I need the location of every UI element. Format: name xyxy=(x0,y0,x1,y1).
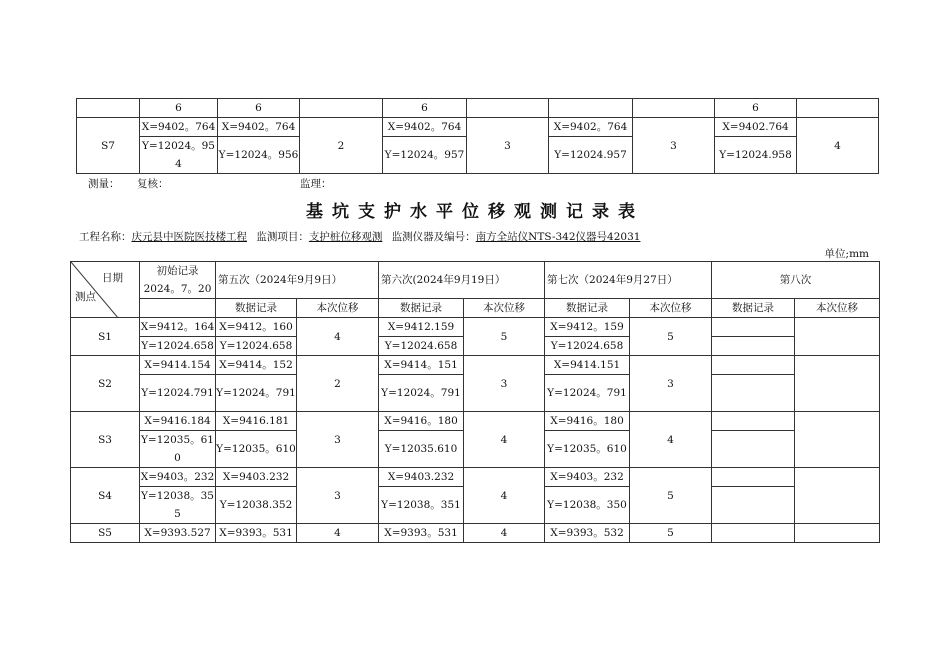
data-cell: Y=12035。610 xyxy=(216,431,297,468)
displacement-cell: 4 xyxy=(297,524,379,543)
data-cell: Y=12038。355 xyxy=(140,487,216,524)
measure-label: 测量： xyxy=(88,178,120,190)
displacement-cell: 5 xyxy=(464,318,545,356)
data-cell xyxy=(712,375,795,412)
data-cell: X=9403。232 xyxy=(545,468,630,487)
displacement-cell: 4 xyxy=(797,118,879,174)
data-cell xyxy=(712,468,795,487)
data-cell: Y=12038。350 xyxy=(545,487,630,524)
data-cell: X=9416.184 xyxy=(140,412,216,431)
initial-date: 2024。7。20 xyxy=(143,283,212,295)
project-info xyxy=(79,229,640,244)
displacement-cell: 4 xyxy=(630,412,712,468)
instrument-label: 监测仪器及编号： xyxy=(391,231,476,243)
data-cell: X=9402.764 xyxy=(715,118,797,137)
displacement-cell xyxy=(795,318,880,356)
data-cell: Y=12035。610 xyxy=(545,431,630,468)
data-cell: Y=12024.658 xyxy=(545,337,630,356)
data-record-header: 数据记录 xyxy=(379,299,464,318)
data-cell: Y=12024。791 xyxy=(216,375,297,412)
data-cell: X=9416。180 xyxy=(379,412,464,431)
period7-header: 第七次（2024年9月27日） xyxy=(545,262,712,299)
data-cell xyxy=(467,99,549,118)
data-cell: X=9393。532 xyxy=(545,524,630,543)
data-cell: X=9402。764 xyxy=(140,118,218,137)
document-title: 基坑支护水平位移观测记录表 xyxy=(306,202,644,222)
displacement-cell xyxy=(795,468,880,524)
data-cell: X=9403.232 xyxy=(216,468,297,487)
header-row xyxy=(71,262,880,299)
data-cell: X=9403.232 xyxy=(379,468,464,487)
point-cell: S3 xyxy=(71,412,140,468)
data-cell: Y=12024.958 xyxy=(715,137,797,174)
period8-header: 第八次 xyxy=(712,262,880,299)
displacement-cell: 5 xyxy=(630,318,712,356)
displacement-cell: 4 xyxy=(297,318,379,356)
data-cell: 6 xyxy=(383,99,467,118)
data-cell xyxy=(712,337,795,356)
data-cell: Y=12024.658 xyxy=(216,337,297,356)
displacement-cell: 3 xyxy=(297,468,379,524)
displacement-cell xyxy=(795,356,880,412)
data-cell: X=9416.181 xyxy=(216,412,297,431)
continuation-table xyxy=(76,98,879,174)
displacement-header: 本次位移 xyxy=(630,299,712,318)
displacement-cell: 2 xyxy=(297,356,379,412)
displacement-header: 本次位移 xyxy=(464,299,545,318)
data-cell: X=9414。152 xyxy=(216,356,297,375)
data-record-header: 数据记录 xyxy=(712,299,795,318)
displacement-cell: 3 xyxy=(297,412,379,468)
data-cell: Y=12035。610 xyxy=(140,431,216,468)
data-cell: Y=12024.957 xyxy=(549,137,633,174)
unit-label: 单位;mm xyxy=(824,248,869,260)
data-cell: X=9416。180 xyxy=(545,412,630,431)
table-row xyxy=(71,356,880,375)
data-cell: X=9414.151 xyxy=(545,356,630,375)
data-cell: Y=12024。956 xyxy=(218,137,300,174)
data-cell: X=9393。531 xyxy=(379,524,464,543)
data-cell xyxy=(712,431,795,468)
displacement-cell xyxy=(795,524,880,543)
project-name-label: 工程名称： xyxy=(79,231,132,243)
data-cell: Y=12024.658 xyxy=(379,337,464,356)
data-cell: X=9402。764 xyxy=(383,118,467,137)
data-cell: X=9414.154 xyxy=(140,356,216,375)
data-cell: Y=12024.658 xyxy=(140,337,216,356)
data-cell: X=9412。164 xyxy=(140,318,216,337)
period6-header: 第六次(2024年9月19日） xyxy=(379,262,545,299)
review-label: 复核： xyxy=(137,178,169,190)
data-cell xyxy=(797,99,879,118)
displacement-cell: 4 xyxy=(464,524,545,543)
displacement-cell: 3 xyxy=(630,356,712,412)
data-cell xyxy=(77,99,140,118)
data-cell: X=9412。159 xyxy=(545,318,630,337)
displacement-header: 本次位移 xyxy=(297,299,379,318)
point-label: 测点 xyxy=(75,291,96,303)
data-cell xyxy=(549,99,633,118)
diagonal-header-cell xyxy=(71,262,140,318)
data-cell: 6 xyxy=(140,99,218,118)
table-row xyxy=(71,318,880,337)
instrument-value: 南方全站仪NTS-342仪器号42031 xyxy=(475,231,641,243)
record-table xyxy=(70,261,880,543)
point-cell: S2 xyxy=(71,356,140,412)
table-row xyxy=(71,468,880,487)
data-cell xyxy=(633,99,715,118)
data-cell: X=9402。764 xyxy=(549,118,633,137)
data-cell: Y=12038.352 xyxy=(216,487,297,524)
displacement-cell: 3 xyxy=(464,356,545,412)
monitor-item-value: 支护桩位移观测 xyxy=(308,231,383,243)
empty-subheader xyxy=(140,299,216,318)
data-cell: Y=12024。957 xyxy=(383,137,467,174)
monitor-item-label: 监测项目： xyxy=(256,231,309,243)
data-cell xyxy=(712,318,795,337)
subheader-row xyxy=(71,299,880,318)
data-cell: X=9402。764 xyxy=(218,118,300,137)
table-row xyxy=(77,99,879,118)
data-cell: X=9414。151 xyxy=(379,356,464,375)
displacement-cell: 3 xyxy=(467,118,549,174)
displacement-cell: 5 xyxy=(630,524,712,543)
data-cell: X=9393。531 xyxy=(216,524,297,543)
supervise-label: 监理： xyxy=(300,178,332,190)
displacement-cell: 3 xyxy=(633,118,715,174)
date-label: 日期 xyxy=(102,272,123,284)
data-cell: Y=12024。954 xyxy=(140,137,218,174)
data-cell: X=9393.527 xyxy=(140,524,216,543)
project-name-value: 庆元县中医院医技楼工程 xyxy=(131,231,247,243)
data-cell: Y=12024.791 xyxy=(140,375,216,412)
table-row xyxy=(71,412,880,431)
displacement-cell: 4 xyxy=(464,468,545,524)
displacement-header: 本次位移 xyxy=(795,299,880,318)
data-cell: X=9412.159 xyxy=(379,318,464,337)
data-cell xyxy=(300,99,383,118)
data-cell xyxy=(712,487,795,524)
data-cell: Y=12024。791 xyxy=(379,375,464,412)
table-row xyxy=(77,118,879,137)
data-cell: Y=12035.610 xyxy=(379,431,464,468)
data-cell: 6 xyxy=(715,99,797,118)
data-cell: X=9403。232 xyxy=(140,468,216,487)
data-record-header: 数据记录 xyxy=(545,299,630,318)
initial-header xyxy=(140,262,216,299)
displacement-cell: 2 xyxy=(300,118,383,174)
period5-header: 第五次（2024年9月9日） xyxy=(216,262,379,299)
table-row xyxy=(71,524,880,543)
point-cell: S4 xyxy=(71,468,140,524)
data-cell xyxy=(712,524,795,543)
initial-label: 初始记录 xyxy=(156,265,199,277)
signature-row xyxy=(0,176,950,192)
point-cell: S1 xyxy=(71,318,140,356)
point-cell: S7 xyxy=(77,118,140,174)
data-cell xyxy=(712,356,795,375)
displacement-cell: 5 xyxy=(630,468,712,524)
data-cell: 6 xyxy=(218,99,300,118)
data-cell: Y=12024。791 xyxy=(545,375,630,412)
data-record-header: 数据记录 xyxy=(216,299,297,318)
data-cell: Y=12038。351 xyxy=(379,487,464,524)
displacement-cell: 4 xyxy=(464,412,545,468)
displacement-cell xyxy=(795,412,880,468)
data-cell: X=9412。160 xyxy=(216,318,297,337)
point-cell: S5 xyxy=(71,524,140,543)
data-cell xyxy=(712,412,795,431)
